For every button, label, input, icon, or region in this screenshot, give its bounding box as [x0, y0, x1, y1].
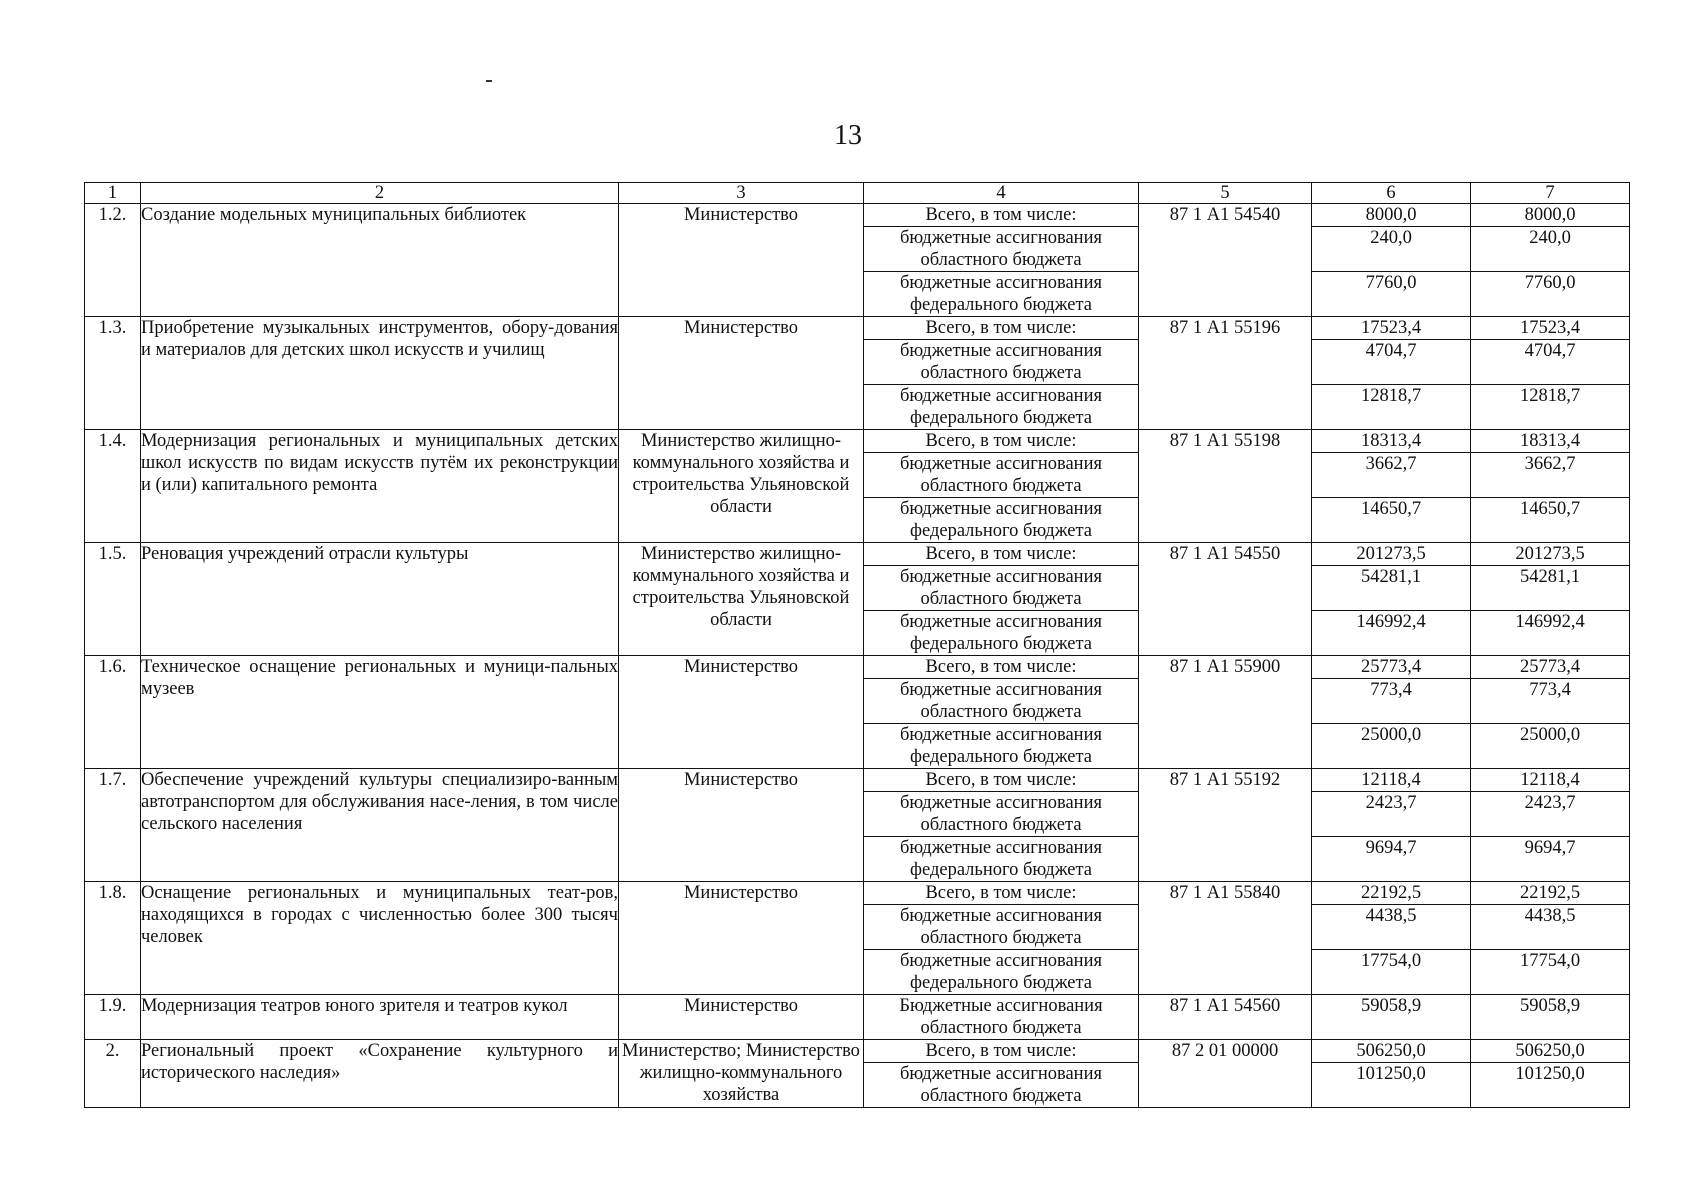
- header-row: [85, 183, 1630, 204]
- amount-col7: 12118,4: [1471, 769, 1630, 792]
- amount-col7: 2423,7: [1471, 792, 1630, 837]
- funding-source: Всего, в том числе:: [864, 1040, 1139, 1063]
- amount-col7: 201273,5: [1471, 543, 1630, 566]
- amount-col7: 7760,0: [1471, 272, 1630, 317]
- page-number: 13: [834, 120, 862, 151]
- budget-code: 87 1 А1 54550: [1139, 543, 1312, 656]
- funding-source: Всего, в том числе:: [864, 769, 1139, 792]
- funding-source: бюджетные ассигнования областного бюджета: [864, 340, 1139, 385]
- funding-source: Всего, в том числе:: [864, 204, 1139, 227]
- amount-col6: 22192,5: [1312, 882, 1471, 905]
- amount-col6: 12818,7: [1312, 385, 1471, 430]
- table-row: [85, 995, 1630, 1040]
- amount-col6: 25773,4: [1312, 656, 1471, 679]
- amount-col6: 12118,4: [1312, 769, 1471, 792]
- amount-col7: 25773,4: [1471, 656, 1630, 679]
- row-number: 1.3.: [85, 317, 141, 430]
- funding-source: бюджетные ассигнования областного бюджета: [864, 905, 1139, 950]
- funding-source: бюджетные ассигнования областного бюджета: [864, 227, 1139, 272]
- measure-name: Региональный проект «Сохранение культурного и исторического наследия»: [141, 1040, 619, 1108]
- amount-col6: 4438,5: [1312, 905, 1471, 950]
- amount-col7: 8000,0: [1471, 204, 1630, 227]
- responsible-party: Министерство: [619, 204, 864, 317]
- amount-col6: 14650,7: [1312, 498, 1471, 543]
- funding-source: Всего, в том числе:: [864, 882, 1139, 905]
- amount-col6: 8000,0: [1312, 204, 1471, 227]
- budget-code: 87 1 А1 55192: [1139, 769, 1312, 882]
- funding-source: бюджетные ассигнования федерального бюджета: [864, 611, 1139, 656]
- amount-col6: 4704,7: [1312, 340, 1471, 385]
- amount-col6: 506250,0: [1312, 1040, 1471, 1063]
- funding-source: бюджетные ассигнования федерального бюджета: [864, 837, 1139, 882]
- responsible-party: Министерство: [619, 995, 864, 1040]
- amount-col6: 25000,0: [1312, 724, 1471, 769]
- funding-source: бюджетные ассигнования областного бюджета: [864, 453, 1139, 498]
- amount-col6: 7760,0: [1312, 272, 1471, 317]
- funding-source: Всего, в том числе:: [864, 543, 1139, 566]
- responsible-party: Министерство: [619, 656, 864, 769]
- amount-col7: 12818,7: [1471, 385, 1630, 430]
- row-number: 1.6.: [85, 656, 141, 769]
- budget-table: [84, 182, 1630, 1108]
- row-number: 1.9.: [85, 995, 141, 1040]
- amount-col6: 773,4: [1312, 679, 1471, 724]
- amount-col6: 17523,4: [1312, 317, 1471, 340]
- amount-col7: 9694,7: [1471, 837, 1630, 882]
- table-row: [85, 882, 1630, 905]
- funding-source: бюджетные ассигнования федерального бюджета: [864, 385, 1139, 430]
- header-cell: 7: [1471, 183, 1630, 204]
- funding-source: бюджетные ассигнования федерального бюджета: [864, 724, 1139, 769]
- measure-name: Модернизация театров юного зрителя и театров кукол: [141, 995, 619, 1040]
- funding-source: Бюджетные ассигнования областного бюджета: [864, 995, 1139, 1040]
- funding-source: бюджетные ассигнования областного бюджета: [864, 792, 1139, 837]
- header-cell: 3: [619, 183, 864, 204]
- funding-source: Всего, в том числе:: [864, 317, 1139, 340]
- table-row: [85, 1040, 1630, 1063]
- budget-code: 87 1 А1 55900: [1139, 656, 1312, 769]
- responsible-party: Министерство: [619, 317, 864, 430]
- budget-code: 87 1 А1 55840: [1139, 882, 1312, 995]
- funding-source: бюджетные ассигнования областного бюджета: [864, 679, 1139, 724]
- funding-source: бюджетные ассигнования федерального бюджета: [864, 272, 1139, 317]
- row-number: 1.5.: [85, 543, 141, 656]
- amount-col6: 240,0: [1312, 227, 1471, 272]
- funding-source: бюджетные ассигнования федерального бюджета: [864, 950, 1139, 995]
- measure-name: Приобретение музыкальных инструментов, обору-дования и материалов для детских школ искусств и училищ: [141, 317, 619, 430]
- amount-col7: 773,4: [1471, 679, 1630, 724]
- amount-col7: 3662,7: [1471, 453, 1630, 498]
- funding-source: Всего, в том числе:: [864, 430, 1139, 453]
- budget-code: 87 1 А1 54540: [1139, 204, 1312, 317]
- amount-col6: 17754,0: [1312, 950, 1471, 995]
- table-row: [85, 656, 1630, 679]
- amount-col7: 17754,0: [1471, 950, 1630, 995]
- measure-name: Модернизация региональных и муниципальных детских школ искусств по видам искусств путём их реконструкции и (или) капитального ремонта: [141, 430, 619, 543]
- row-number: 2.: [85, 1040, 141, 1108]
- responsible-party: Министерство; Министерство жилищно-коммунального хозяйства: [619, 1040, 864, 1108]
- amount-col7: 59058,9: [1471, 995, 1630, 1040]
- amount-col6: 101250,0: [1312, 1063, 1471, 1108]
- budget-code: 87 2 01 00000: [1139, 1040, 1312, 1108]
- funding-source: бюджетные ассигнования областного бюджета: [864, 1063, 1139, 1108]
- row-number: 1.4.: [85, 430, 141, 543]
- table-row: [85, 543, 1630, 566]
- funding-source: бюджетные ассигнования областного бюджета: [864, 566, 1139, 611]
- amount-col6: 18313,4: [1312, 430, 1471, 453]
- amount-col6: 3662,7: [1312, 453, 1471, 498]
- responsible-party: Министерство: [619, 769, 864, 882]
- amount-col7: 14650,7: [1471, 498, 1630, 543]
- measure-name: Техническое оснащение региональных и муници-пальных музеев: [141, 656, 619, 769]
- row-number: 1.8.: [85, 882, 141, 995]
- amount-col7: 18313,4: [1471, 430, 1630, 453]
- measure-name: Реновация учреждений отрасли культуры: [141, 543, 619, 656]
- header-cell: 4: [864, 183, 1139, 204]
- responsible-party: Министерство жилищно-коммунального хозяйства и строительства Ульяновской области: [619, 543, 864, 656]
- amount-col6: 201273,5: [1312, 543, 1471, 566]
- amount-col6: 59058,9: [1312, 995, 1471, 1040]
- table-row: [85, 317, 1630, 340]
- amount-col7: 4438,5: [1471, 905, 1630, 950]
- amount-col7: 240,0: [1471, 227, 1630, 272]
- funding-source: бюджетные ассигнования федерального бюджета: [864, 498, 1139, 543]
- measure-name: Создание модельных муниципальных библиотек: [141, 204, 619, 317]
- scan-mark: [486, 80, 492, 82]
- amount-col7: 17523,4: [1471, 317, 1630, 340]
- budget-code: 87 1 А1 55196: [1139, 317, 1312, 430]
- amount-col7: 25000,0: [1471, 724, 1630, 769]
- budget-code: 87 1 А1 54560: [1139, 995, 1312, 1040]
- amount-col7: 54281,1: [1471, 566, 1630, 611]
- header-cell: 6: [1312, 183, 1471, 204]
- header-cell: 1: [85, 183, 141, 204]
- amount-col7: 4704,7: [1471, 340, 1630, 385]
- amount-col6: 146992,4: [1312, 611, 1471, 656]
- amount-col7: 22192,5: [1471, 882, 1630, 905]
- responsible-party: Министерство жилищно-коммунального хозяйства и строительства Ульяновской области: [619, 430, 864, 543]
- row-number: 1.7.: [85, 769, 141, 882]
- amount-col7: 101250,0: [1471, 1063, 1630, 1108]
- budget-code: 87 1 А1 55198: [1139, 430, 1312, 543]
- responsible-party: Министерство: [619, 882, 864, 995]
- funding-source: Всего, в том числе:: [864, 656, 1139, 679]
- amount-col6: 54281,1: [1312, 566, 1471, 611]
- amount-col6: 2423,7: [1312, 792, 1471, 837]
- measure-name: Обеспечение учреждений культуры специализиро-ванным автотранспортом для обслуживания насе-ления, в том числе сельского населения: [141, 769, 619, 882]
- header-cell: 5: [1139, 183, 1312, 204]
- row-number: 1.2.: [85, 204, 141, 317]
- amount-col7: 506250,0: [1471, 1040, 1630, 1063]
- table-row: [85, 204, 1630, 227]
- amount-col6: 9694,7: [1312, 837, 1471, 882]
- table-row: [85, 430, 1630, 453]
- table-row: [85, 769, 1630, 792]
- header-cell: 2: [141, 183, 619, 204]
- amount-col7: 146992,4: [1471, 611, 1630, 656]
- measure-name: Оснащение региональных и муниципальных теат-ров, находящихся в городах с численностью более 300 тысяч человек: [141, 882, 619, 995]
